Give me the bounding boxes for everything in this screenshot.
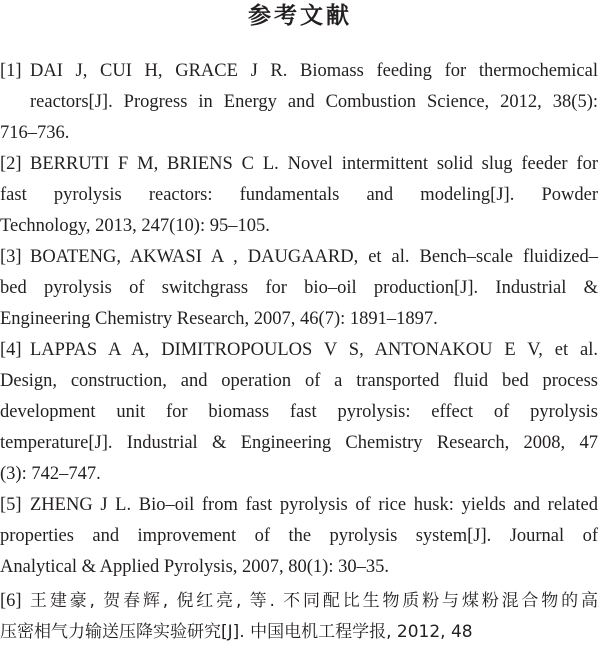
reference-line: temperature[J]. Industrial & Engineering Chemistry Research, 2008, 47	[0, 433, 598, 453]
reference-number: [2]	[0, 154, 22, 174]
reference-line: reactors[J]. Progress in Energy and Combustion Science, 2012, 38(5):	[30, 92, 598, 112]
reference-line: 压密相气力输送压降实验研究[J]. 中国电机工程学报, 2012, 48	[0, 622, 473, 642]
reference-number: [6]	[0, 591, 22, 611]
reference-line: properties and improvement of the pyrolysis system[J]. Journal of	[0, 526, 598, 546]
reference-line: bed pyrolysis of switchgrass for bio–oil production[J]. Industrial &	[0, 278, 598, 298]
reference-line: (3): 742–747.	[0, 464, 101, 484]
reference-line: ZHENG J L. Bio–oil from fast pyrolysis of rice husk: yields and related	[30, 495, 598, 515]
reference-line: development unit for biomass fast pyrolysis: effect of pyrolysis	[0, 402, 598, 422]
reference-line: LAPPAS A A, DIMITROPOULOS V S, ANTONAKOU E V, et al.	[30, 340, 598, 360]
reference-line: Technology, 2013, 247(10): 95–105.	[0, 216, 270, 236]
reference-line: BOATENG, AKWASI A , DAUGAARD, et al. Bench–scale fluidized–	[30, 247, 598, 267]
reference-line: 王建豪, 贺春辉, 倪红亮, 等. 不同配比生物质粉与煤粉混合物的高	[30, 591, 598, 611]
reference-line: Analytical & Applied Pyrolysis, 2007, 80(1): 30–35.	[0, 557, 389, 577]
reference-line: DAI J, CUI H, GRACE J R. Biomass feeding for thermochemical	[30, 61, 598, 81]
reference-line: BERRUTI F M, BRIENS C L. Novel intermittent solid slug feeder for	[30, 154, 598, 174]
reference-number: [1]	[0, 61, 22, 81]
reference-number: [3]	[0, 247, 22, 267]
references-heading: 参考文献	[248, 3, 352, 29]
reference-line: fast pyrolysis reactors: fundamentals and modeling[J]. Powder	[0, 185, 598, 205]
reference-line: 716–736.	[0, 123, 70, 143]
reference-number: [5]	[0, 495, 22, 515]
reference-number: [4]	[0, 340, 22, 360]
reference-line: Design, construction, and operation of a transported fluid bed process	[0, 371, 598, 391]
reference-line: Engineering Chemistry Research, 2007, 46(7): 1891–1897.	[0, 309, 438, 329]
